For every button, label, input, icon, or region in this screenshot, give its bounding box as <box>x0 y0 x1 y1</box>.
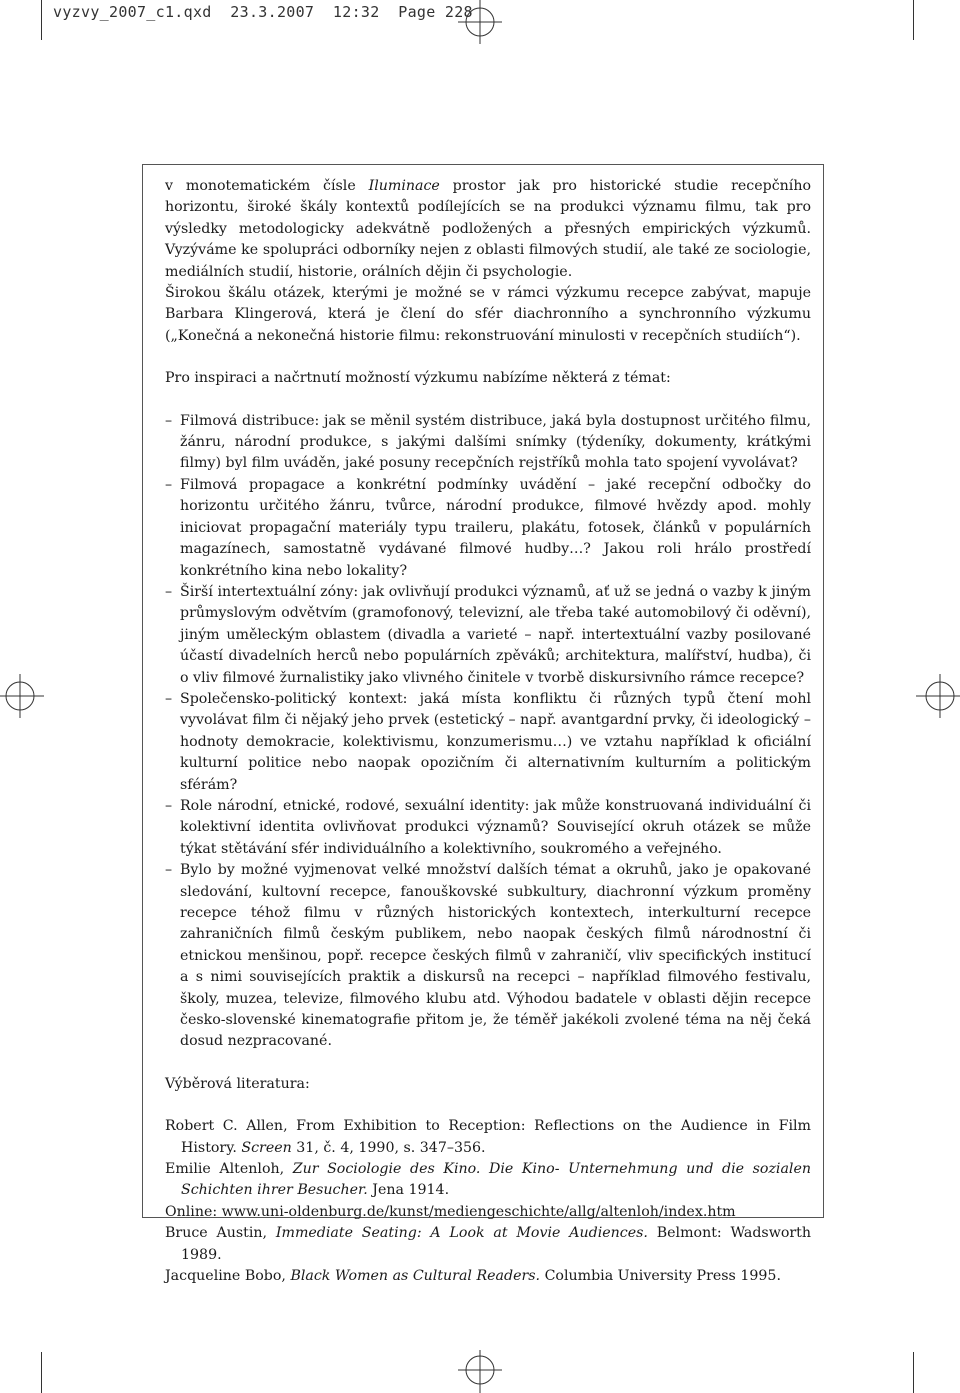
registration-mark-bottom <box>458 1350 502 1393</box>
crop-mark-top-left <box>41 0 42 40</box>
reference-list <box>165 1116 811 1287</box>
dash-bullet: – <box>165 797 173 814</box>
dash-bullet: – <box>165 412 173 429</box>
dash-bullet: – <box>165 583 173 600</box>
dash-bullet: – <box>165 690 173 707</box>
registration-mark-left <box>0 674 44 718</box>
crop-mark-bottom-left <box>41 1352 42 1393</box>
reference-item: Emilie Altenloh, Zur Sociologie des Kino. Die Kino- Unternehmung und die sozialen Schichten ihrer Besucher. Jena 1914. <box>165 1161 811 1199</box>
journal-name: Iluminace <box>368 178 440 194</box>
registration-mark-top <box>458 0 502 44</box>
slug-line: vyzvy_2007_c1.qxd 23.3.2007 12:32 Page 228 <box>53 3 473 21</box>
topics-list <box>165 411 811 1053</box>
reference-item: Bruce Austin, Immediate Seating: A Look at Movie Audiences. Belmont: Wadsworth 1989. <box>165 1225 811 1263</box>
crop-mark-bottom-right <box>913 1352 914 1393</box>
reference-item: Online: www.uni-oldenburg.de/kunst/mediengeschichte/allg/altenloh/index.htm <box>165 1203 736 1220</box>
topics-lead: Pro inspiraci a načrtnutí možností výzkumu nabízíme některá z témat: <box>165 370 671 387</box>
list-item: – Širší intertextuální zóny: jak ovlivňují produkci významů, ať už se jedná o vazby k jiným průmyslovým odvětvím (gramofonový, televizní, ale třeba také automobilový či oděvní), jiným uměleckým oblastem (divadla a varieté – např. intertextuální vazby posilované účastí divadelních herců nebo populárních zpěváků; architektura, malířství, hudba), či o vliv filmové žurnalistiky jako vlivného činitele v tvorbě diskursivního rámce recepce? <box>165 583 811 686</box>
dash-bullet: – <box>165 862 173 879</box>
list-item: – Role národní, etnické, rodové, sexuální identity: jak může konstruovaná individuální či kolektivní identita ovlivňovat produkci významů? Související okruh otázek se může týkat stětávání sfér individuálního a kolektivního, soukromého a veřejného. <box>165 797 811 857</box>
registration-mark-right <box>916 674 960 718</box>
content <box>165 176 811 1288</box>
intro-paragraph-1: v monotematickém čísle Iluminace prostor jak pro historické studie recepčního horizontu, široké škály kontextů podílejících se na produkci významu filmu, tak pro výsledky metodologicky adekvátně podložených a přesných empirických výzkumů. Vyzýváme ke spolupráci odborníky nejen z oblasti filmových studií, ale také ze sociologie, mediálních studií, historie, orálních dějin či psychologie. <box>165 178 811 280</box>
crop-mark-top-right <box>913 0 914 40</box>
list-item: – Bylo by možné vyjmenovat velké množství dalších témat a okruhů, jako je opakované sledování, kultovní recepce, fanouškovské subkultury, diachronní výzkum proměny recepce téhož filmu v různých historických kontextech, interkulturní recepce zahraničních filmů českým publikem, nebo naopak českých filmů národnostní či etnickou menšinou, popř. recepce českých filmů v zahraničí, vliv specifických institucí a s nimi souvisejících praktik a diskursů na recepci – například filmového festivalu, školy, muzea, televize, filmového klubu atd. Výhodou badatele v oblasti dějin recepce česko-slovenské kinematografie přitom je, že téměř jakékoli zvolené téma na něj čeká dosud nezpracované. <box>165 862 811 1050</box>
list-item: – Filmová propagace a konkrétní podmínky uvádění – jaké recepční odbočky do horizontu určitého žánru, tvůrce, národní produkce, filmové hvězdy apod. mohly iniciovat propagační materiály typu traileru, plakátu, fotosek, článků v populárních magazínech, samostatně vydávané filmové hudby…? Jakou roli hrálo prostředí konkrétního kina nebo lokality? <box>165 476 811 579</box>
list-item: – Společensko-politický kontext: jaká místa konfliktu či různých typů čtení mohl vyvolávat film či nějaký jeho prvek (estetický – např. avantgardní prvky, či ideologický – hodnoty demokracie, kolektivismu, konzumerismu…) ve vztahu například k oficiální kulturní politice nebo naopak opozičním či alternativním kulturním a politickým sférám? <box>165 690 811 793</box>
list-item: – Filmová distribuce: jak se měnil systém distribuce, jaká byla dostupnost určitého filmu, žánru, národní produkce, s jakými dalšími snímky (týdeníky, dokumenty, krátkými filmy) byl film uváděn, jaké posuny recepčních rejstříků mohla tato spojení vyvolávat? <box>165 412 811 472</box>
literature-heading: Výběrová literatura: <box>165 1075 310 1092</box>
reference-item: Robert C. Allen, From Exhibition to Reception: Reflections on the Audience in Film History. Screen 31, č. 4, 1990, s. 347–356. <box>165 1118 811 1156</box>
dash-bullet: – <box>165 476 173 493</box>
intro-paragraph-2: Širokou škálu otázek, kterými je možné se v rámci výzkumu recepce zabývat, mapuje Barbara Klingerová, která je člení do sfér diachronního a synchronního výzkumu („Konečná a nekonečná historie filmu: rekonstruování minulosti v recepčních studiích“). <box>165 285 811 344</box>
reference-item: Jacqueline Bobo, Black Women as Cultural Readers. Columbia University Press 1995. <box>165 1268 781 1285</box>
